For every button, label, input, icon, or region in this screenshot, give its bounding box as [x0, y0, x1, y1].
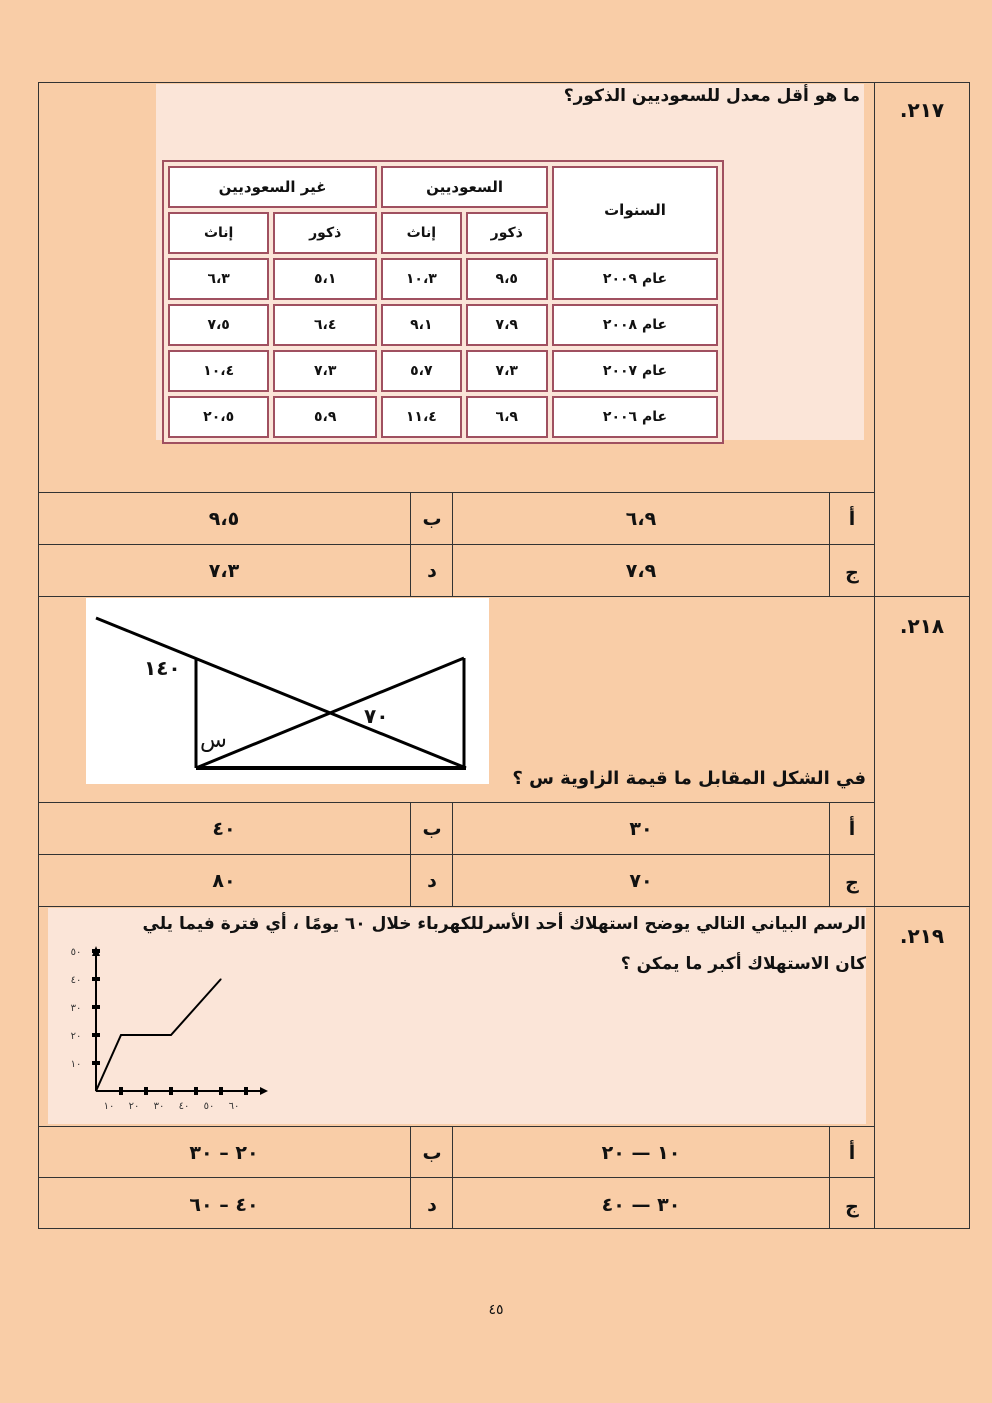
table-row	[168, 258, 718, 300]
angle-label-70: ٧٠	[364, 704, 389, 728]
rates-table	[162, 160, 724, 444]
answer-a-label: أ	[848, 508, 856, 530]
answer-c-label: ج	[845, 562, 859, 584]
transversal-line	[96, 618, 466, 768]
cell-value: ٥،١	[273, 258, 377, 300]
cell-year: عام ٢٠٠٨	[552, 304, 718, 346]
answer-a[interactable]: ١٠ — ٢٠	[601, 1142, 681, 1164]
answer-d-label: د	[427, 560, 437, 582]
answer-a[interactable]: ٦،٩	[625, 508, 657, 530]
angle-label-x: س	[200, 728, 227, 753]
table-row	[168, 304, 718, 346]
answer-b[interactable]: ٢٠ – ٣٠	[189, 1142, 259, 1164]
cell-value: ٥،٩	[273, 396, 377, 438]
angle-label-140: ١٤٠	[144, 656, 181, 680]
answer-c[interactable]: ٧٠	[629, 870, 653, 892]
answer-a[interactable]: ٣٠	[629, 818, 653, 840]
cell-value: ٧،٣	[466, 350, 548, 392]
answer-d[interactable]: ٧،٣	[208, 560, 240, 582]
data-point	[146, 1035, 147, 1036]
answer-b-label: ب	[422, 508, 442, 530]
question-text-line2: كان الاستهلاك أكبر ما يمكن ؟	[620, 954, 866, 974]
header-non-saudi-female: إناث	[168, 212, 269, 254]
question-text: ما هو أقل معدل للسعوديين الذكور؟	[563, 86, 860, 106]
cell-value: ٩،٥	[466, 258, 548, 300]
geometry-figure	[86, 598, 489, 784]
x-tick-label: ٣٠	[153, 1101, 165, 1112]
answer-d-label: د	[427, 1194, 437, 1216]
answer-c-label: ج	[845, 1196, 859, 1218]
x-tick-label: ٥٠	[203, 1101, 215, 1112]
x-tick-label: ٤٠	[178, 1101, 190, 1112]
question-number: .٢١٧	[899, 98, 945, 122]
cell-value: ٦،٣	[168, 258, 269, 300]
cell-value: ٧،٣	[273, 350, 377, 392]
y-tick-label: ٣٠	[70, 1003, 82, 1014]
answer-b[interactable]: ٤٠	[212, 818, 236, 840]
data-point	[171, 1035, 172, 1036]
answer-c[interactable]: ٧،٩	[625, 560, 657, 582]
table-row	[168, 350, 718, 392]
x-tick-label: ٢٠	[128, 1101, 140, 1112]
question-text: في الشكل المقابل ما قيمة الزاوية س ؟	[512, 768, 866, 789]
table-row	[168, 396, 718, 438]
answer-b[interactable]: ٩،٥	[208, 508, 240, 530]
answer-c-label: ج	[845, 872, 859, 894]
cell-value: ١١،٤	[381, 396, 461, 438]
cell-value: ١٠،٣	[381, 258, 461, 300]
answer-a-label: أ	[848, 818, 856, 840]
cell-year: عام ٢٠٠٩	[552, 258, 718, 300]
cell-value: ٦،٩	[466, 396, 548, 438]
header-saudi: السعوديين	[381, 166, 548, 208]
cell-year: عام ٢٠٠٦	[552, 396, 718, 438]
answer-d-label: د	[427, 870, 437, 892]
y-tick-label: ٤٠	[70, 975, 82, 986]
header-years: السنوات	[552, 166, 718, 254]
chart-svg	[50, 944, 270, 1122]
answer-c[interactable]: ٣٠ — ٤٠	[601, 1194, 681, 1216]
y-tick-label: ٢٠	[70, 1031, 82, 1042]
cell-value: ١٠،٤	[168, 350, 269, 392]
y-tick-label: ٥٠	[70, 947, 82, 958]
data-point	[221, 979, 222, 980]
header-non-saudi-male: ذكور	[273, 212, 377, 254]
answer-d[interactable]: ٨٠	[212, 870, 236, 892]
cell-value: ٧،٥	[168, 304, 269, 346]
data-point	[196, 1007, 197, 1008]
cell-value: ٦،٤	[273, 304, 377, 346]
header-saudi-male: ذكور	[466, 212, 548, 254]
answer-d[interactable]: ٤٠ – ٦٠	[189, 1194, 259, 1216]
cell-year: عام ٢٠٠٧	[552, 350, 718, 392]
header-non-saudi: غير السعوديين	[168, 166, 377, 208]
data-point	[121, 1035, 122, 1036]
question-number: .٢١٨	[899, 614, 945, 638]
figure-svg	[86, 598, 489, 784]
cell-value: ٥،٧	[381, 350, 461, 392]
question-text-line1: الرسم البياني التالي يوضح استهلاك أحد الأسرللكهرباء خلال ٦٠ يومًا ، أي فترة فيما يلي	[142, 914, 866, 934]
x-axis-arrow	[260, 1087, 268, 1095]
x-tick-label: ٦٠	[228, 1101, 240, 1112]
y-tick-label: ١٠	[70, 1059, 82, 1070]
answer-b-label: ب	[422, 818, 442, 840]
question-number: .٢١٩	[899, 924, 945, 948]
data-point	[96, 1091, 97, 1092]
page-number: ٤٥	[488, 1302, 504, 1318]
cell-value: ٧،٩	[466, 304, 548, 346]
x-tick-label: ١٠	[103, 1101, 115, 1112]
cell-value: ٩،١	[381, 304, 461, 346]
answer-a-label: أ	[848, 1142, 856, 1164]
header-saudi-female: إناث	[381, 212, 461, 254]
cell-value: ٢٠،٥	[168, 396, 269, 438]
consumption-series-line	[96, 979, 221, 1091]
consumption-chart	[50, 944, 270, 1122]
answer-b-label: ب	[422, 1142, 442, 1164]
